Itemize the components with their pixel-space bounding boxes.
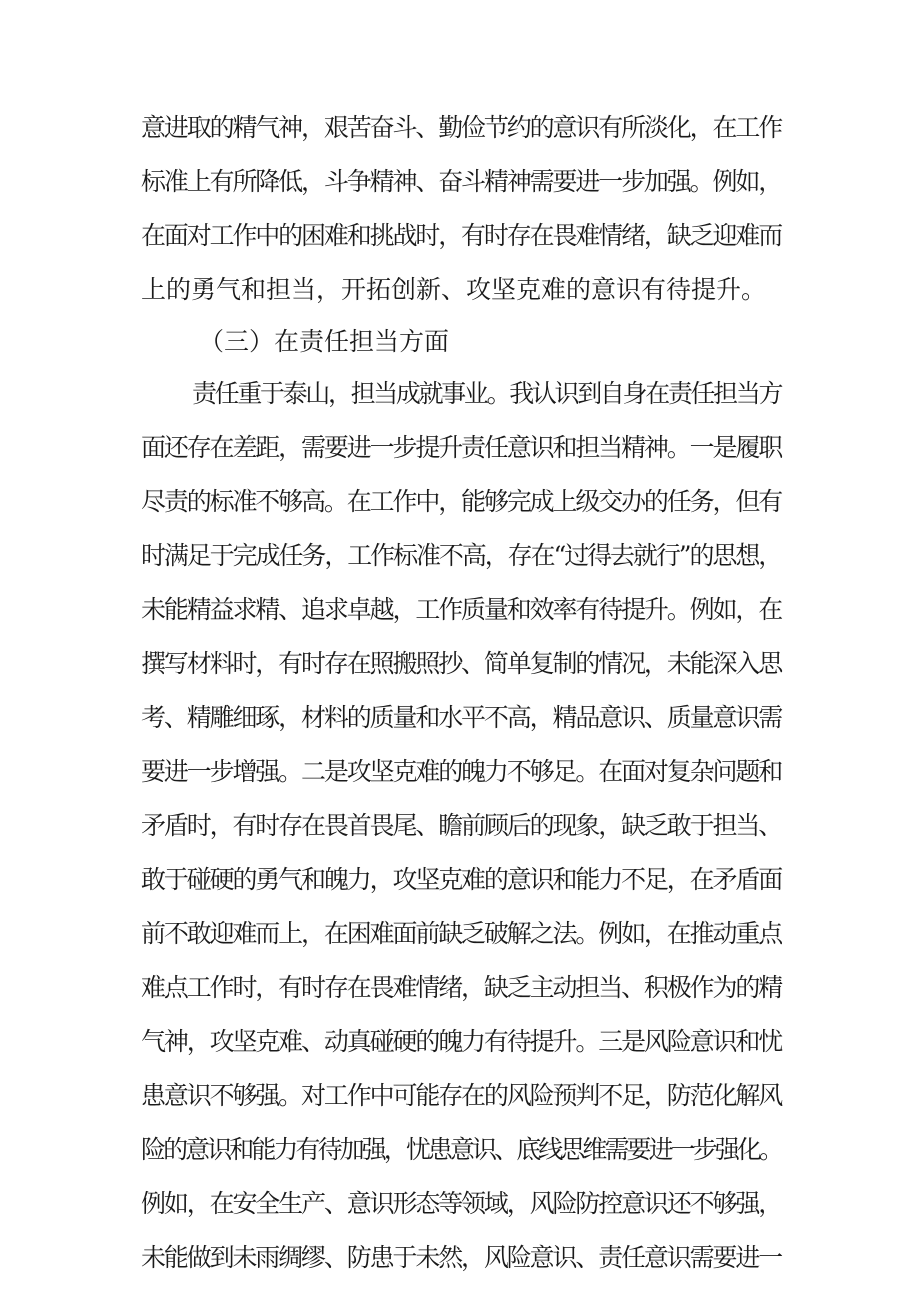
paragraph-line: 考、精雕细琢，材料的质量和水平不高，精品意识、质量意识需 <box>141 703 781 732</box>
paragraph-line: 未能做到未雨绸缪、防患于未然，风险意识、责任意识需要进一 <box>141 1243 781 1272</box>
section-heading: （三）在责任担当方面 <box>199 327 450 356</box>
paragraph-line: 气神，攻坚克难、动真碰硬的魄力有待提升。三是风险意识和忧 <box>141 1027 781 1056</box>
paragraph-line: 要进一步增强。二是攻坚克难的魄力不够足。在面对复杂问题和 <box>141 757 781 786</box>
paragraph-line: 上的勇气和担当，开拓创新、攻坚克难的意识有待提升。 <box>141 275 767 304</box>
paragraph-line: 标准上有所降低，斗争精神、奋斗精神需要进一步加强。例如， <box>141 167 781 196</box>
paragraph-line: 面还存在差距，需要进一步提升责任意识和担当精神。一是履职 <box>141 433 781 462</box>
paragraph-line: 例如，在安全生产、意识形态等领域，风险防控意识还不够强， <box>141 1189 781 1218</box>
paragraph-line: 尽责的标准不够高。在工作中，能够完成上级交办的任务，但有 <box>141 487 781 516</box>
paragraph-line: 难点工作时，有时存在畏难情绪，缺乏主动担当、积极作为的精 <box>141 973 781 1002</box>
paragraph-line: 矛盾时，有时存在畏首畏尾、瞻前顾后的现象，缺乏敢于担当、 <box>141 811 781 840</box>
paragraph-line: 责任重于泰山，担当成就事业。我认识到自身在责任担当方 <box>192 379 781 408</box>
paragraph-line: 在面对工作中的困难和挑战时，有时存在畏难情绪，缺乏迎难而 <box>141 221 781 250</box>
paragraph-line: 前不敢迎难而上，在困难面前缺乏破解之法。例如，在推动重点 <box>141 919 781 948</box>
paragraph-line: 患意识不够强。对工作中可能存在的风险预判不足，防范化解风 <box>141 1081 781 1110</box>
paragraph-line: 意进取的精气神，艰苦奋斗、勤俭节约的意识有所淡化，在工作 <box>141 113 781 142</box>
paragraph-line: 时满足于完成任务，工作标准不高，存在“过得去就行”的思想， <box>141 541 781 570</box>
paragraph-line: 敢于碰硬的勇气和魄力，攻坚克难的意识和能力不足，在矛盾面 <box>141 865 781 894</box>
paragraph-line: 撰写材料时，有时存在照搬照抄、简单复制的情况，未能深入思 <box>141 649 781 678</box>
paragraph-line: 未能精益求精、追求卓越，工作质量和效率有待提升。例如，在 <box>141 595 781 624</box>
paragraph-line: 险的意识和能力有待加强，忧患意识、底线思维需要进一步强化。 <box>141 1135 781 1164</box>
